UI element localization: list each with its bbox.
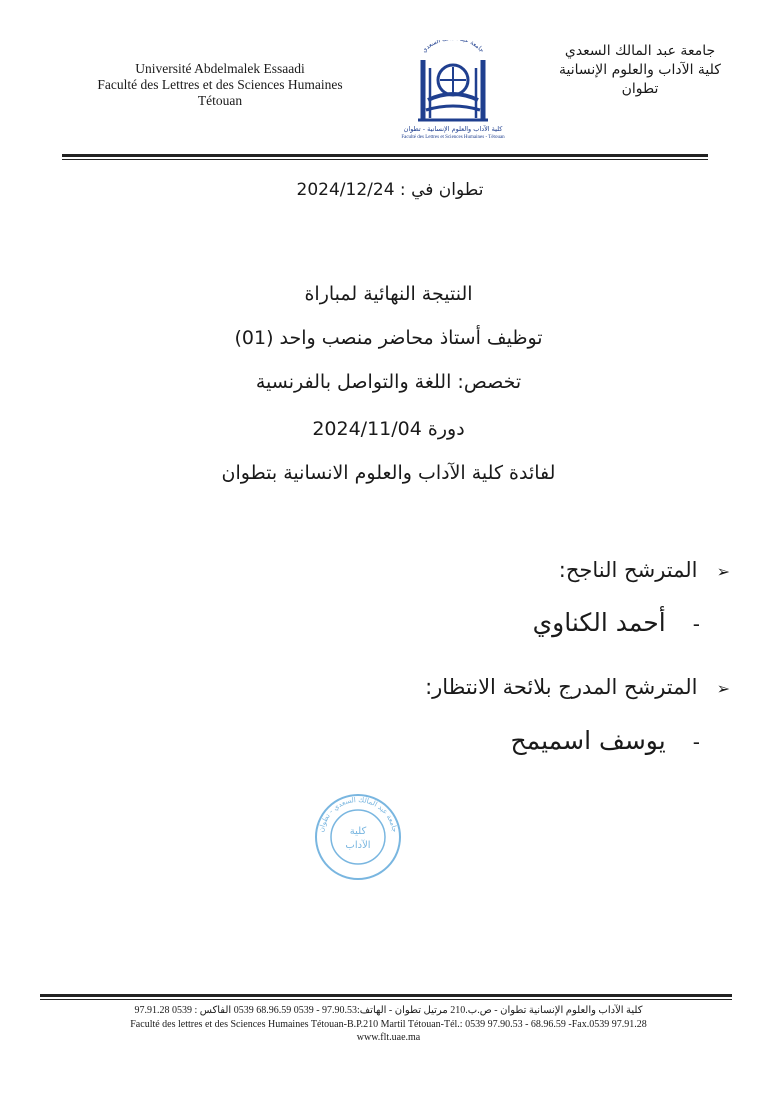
bullet-arrow-icon: ➢ [716, 562, 730, 581]
candidate-waiting-row [300, 726, 700, 755]
city-name-ar: تطوان [621, 81, 659, 97]
title-line-3: تخصص: اللغة والتواصل بالفرنسية [255, 371, 522, 393]
footer-divider-thick [40, 994, 732, 997]
candidate-waiting-name: يوسف اسميمح [510, 726, 666, 755]
footer-website: www.flt.uae.ma [356, 1032, 421, 1043]
logo-caption-fr: Faculté des Lettres et Sciences Humaines - Tétouan [401, 135, 505, 140]
logo-caption-ar: كلية الآداب والعلوم الإنسانية - تطوان [403, 125, 503, 133]
stamp-ring-text: جامعة عبد المالك السعدي - تطوان [317, 795, 399, 833]
header-arabic [545, 42, 735, 99]
section-successful [300, 558, 730, 582]
stamp-seal-icon [313, 792, 403, 882]
dash-marker: - [692, 612, 700, 636]
title-line-2: توظيف أستاذ محاضر منصب واحد (01) [234, 327, 543, 349]
dash-marker: - [692, 730, 700, 754]
section-heading-waiting-list: المترشح المدرج بلائحة الانتظار: [425, 675, 698, 699]
date-line: تطوان في : 2024/12/24 [296, 180, 484, 200]
faculty-name-ar: كلية الآداب والعلوم الإنسانية [559, 62, 721, 78]
title-line-1: النتيجة النهائية لمباراة [304, 283, 473, 305]
university-name-ar: جامعة عبد المالك السعدي [564, 43, 716, 59]
faculty-name-fr: Faculté des Lettres et des Sciences Humaines [97, 77, 343, 92]
header-divider-thick [62, 154, 708, 157]
header-divider-thin [62, 159, 708, 160]
university-name-fr: Université Abdelmalek Essaadi [135, 61, 305, 76]
candidate-successful-row [300, 608, 700, 637]
city-name-fr: Tétouan [197, 93, 243, 108]
title-line-4: دورة 2024/11/04 [312, 418, 465, 440]
title-line-5: لفائدة كلية الآداب والعلوم الانسانية بتطوان [221, 462, 556, 484]
official-stamp [313, 792, 403, 882]
footer-divider-thin [40, 999, 732, 1000]
logo-arc-text: جامعة عب السعدي [420, 40, 486, 55]
faculty-logo [378, 40, 528, 145]
bullet-arrow-icon: ➢ [716, 679, 730, 698]
section-heading-successful: المترشح الناجح: [558, 558, 698, 582]
footer-french-line: Faculté des lettres et des Sciences Humaines Tétouan-B.P.210 Martil Tétouan-Tél.: 0539 97.90.53 - 68.96.59 -Fax.0539 97.91.28 [130, 1019, 647, 1030]
svg-text:جامعة عبد المالك السعدي [421, 40, 486, 54]
footer-arabic-line: كلية الآداب والعلوم الإنسانية تطوان - ص.ب.210 مرتيل تطوان - الهاتف:97.90.53 - 0539 68.96.59 0539 الفاكس : 0539 97.91.28 [134, 1005, 643, 1016]
stamp-center-text-1: كلية [349, 826, 367, 837]
candidate-successful-name: أحمد الكناوي [532, 608, 666, 637]
section-waiting-list [300, 675, 730, 699]
header-french [75, 61, 365, 109]
stamp-center-text-2: الآداب [345, 840, 371, 851]
